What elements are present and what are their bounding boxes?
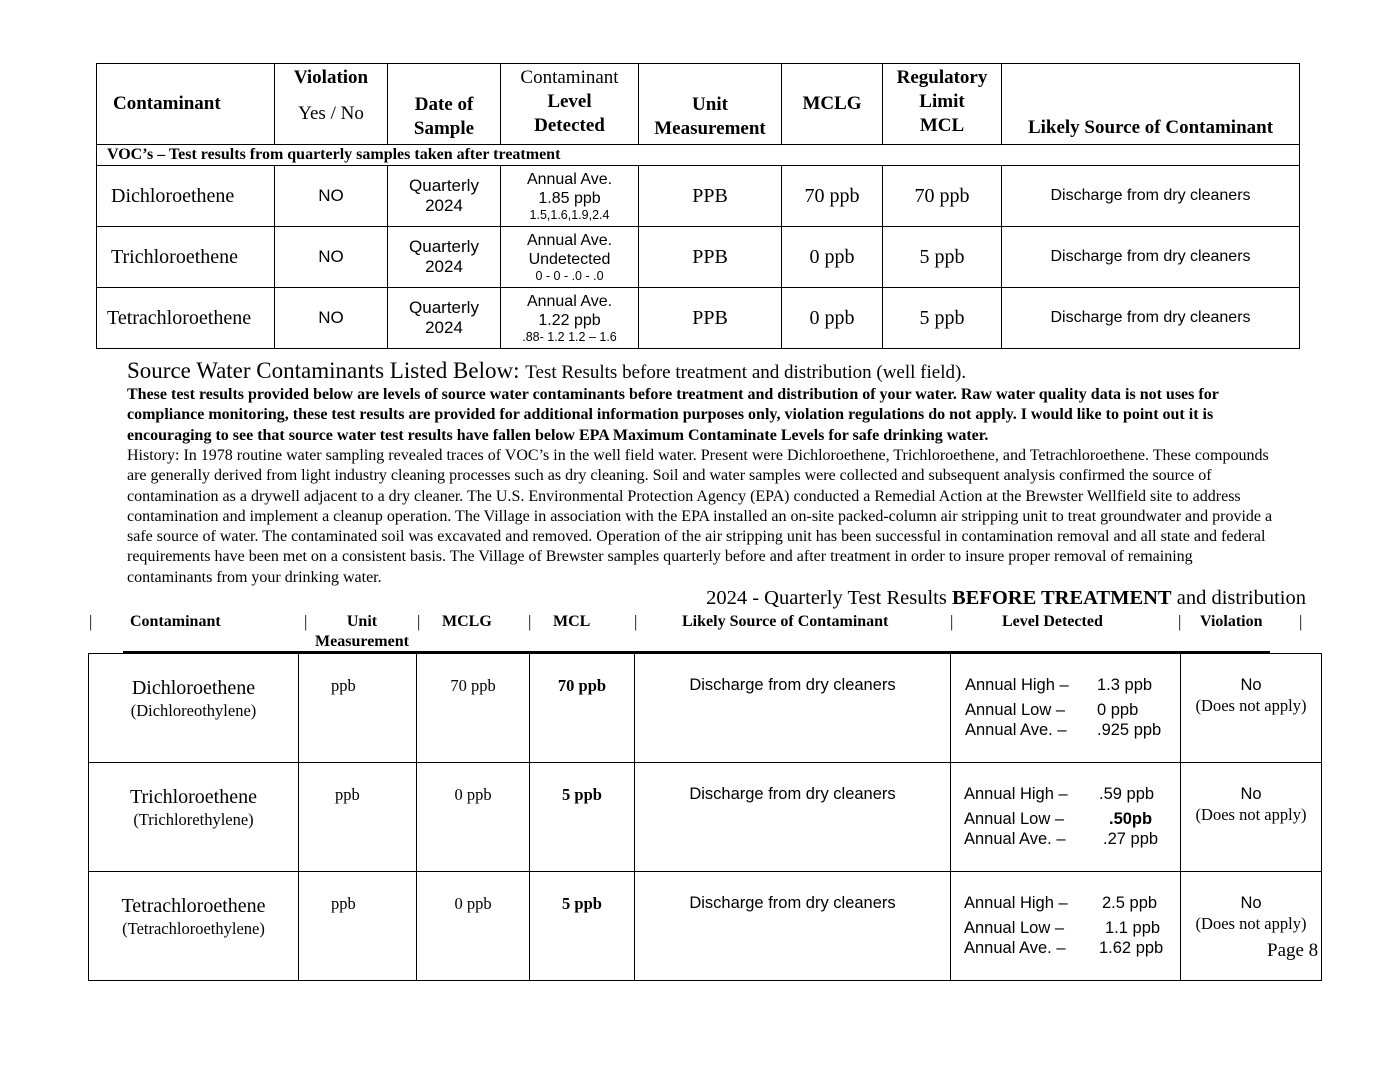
before-treatment-caption: 2024 - Quarterly Test Results BEFORE TREATMENT and distribution [706,587,1306,609]
source-value: Discharge from dry cleaners [1002,288,1300,349]
mcl-value: 70 ppb [883,166,1002,227]
source-value: Discharge from dry cleaners [635,654,951,763]
source-water-heading [127,358,966,384]
table-row [97,166,1300,227]
source-water-notice: These test results provided below are levels of source water contaminants before treatment and distribution of your water. Raw water quality data is not uses for compliance monitoring, these test results are provided for additional information purposes only, violation regulations do not apply. I would like to point out it is encouraging to see that source water test results have fallen below EPA Maximum Contaminate Levels for safe drinking water. [127,386,1219,444]
mclg-value: 0 ppb [782,288,883,349]
sample-date: Quarterly 2024 [388,227,501,288]
history-paragraph: History: In 1978 routine water sampling revealed traces of VOC’s in the well field water. Present were Dichloroethene, Trichloroethene, and Tetrachloroethene. These compounds are generally derived from light industry cleaning processes such as dry cleaning. Soil and water samples were collected and subsequent analysis confirmed the source of contamination as a drywell adjacent to a dry cleaner. The U.S. Environmental Protection Agency (EPA) conducted a Remedial Action at the Brewster Wellfield site to address contamination and implement a cleanup operation. The Village in association with the EPA installed an on-site packed-column air stripping unit to treat groundwater and provide a safe source of water. The contaminated soil was excavated and removed. Operation of the air stripping unit has been successful in contamination removal and all state and federal requirements have been met on a consistent basis. The Village of Brewster samples quarterly before and after treatment in order to insure proper removal of remaining contaminants from your drinking water. [127,447,1273,586]
unit-value: PPB [639,288,782,349]
column-separator: | [1299,612,1303,631]
contaminant-name: Trichloroethene (Trichlorethylene) [89,763,299,872]
mclg-value: 0 ppb [417,763,530,872]
column-separator: | [528,612,532,631]
mcl-value: 70 ppb [530,654,635,763]
violation-value: NO [275,288,388,349]
source-value: Discharge from dry cleaners [635,763,951,872]
mcl-value: 5 ppb [883,227,1002,288]
source-water-heading-main: Source Water Contaminants Listed Below: [127,358,520,383]
header-unit: Unit Measurement [639,64,782,145]
sample-date: Quarterly 2024 [388,166,501,227]
header-mcl: Regulatory Limit MCL [883,64,1002,145]
header-mclg: MCLG [782,64,883,145]
column-separator: | [1178,612,1182,631]
table-row [97,227,1300,288]
source-value: Discharge from dry cleaners [1002,166,1300,227]
column-separator: | [304,612,308,631]
page-number: Page 8 [1267,940,1319,961]
level-detected: Annual High – .59 ppb Annual Low – .50pb Annual Ave. – .27 ppb [951,763,1181,872]
header-violation: Violation Yes / No [275,64,388,145]
header-date: Date of Sample [388,64,501,145]
unit-value: ppb [299,654,417,763]
after-treatment-voc-table [96,63,1300,349]
contaminant-name: Tetrachloroethene [97,288,275,349]
table-row [89,654,1322,763]
unit-value: PPB [639,227,782,288]
unit-value: ppb [299,763,417,872]
table-row [89,763,1322,872]
mcl-value: 5 ppb [530,872,635,981]
violation-value: NO [275,227,388,288]
header-source: Likely Source of Contaminant [1002,64,1300,145]
header-unit: Unit Measurement [315,613,409,650]
violation-value: No (Does not apply) [1181,763,1322,872]
header-contaminant: Contaminant [130,613,221,630]
level-detected: Annual Ave. Undetected 0 - 0 - .0 - .0 [501,227,639,288]
section-label: VOC’s – Test results from quarterly samples taken after treatment [97,145,1300,166]
table-row [89,872,1322,981]
table-row [97,288,1300,349]
header-violation: Violation [1200,613,1263,630]
column-separator: | [950,612,954,631]
violation-value: No (Does not apply) [1181,654,1322,763]
mclg-value: 0 ppb [417,872,530,981]
mcl-value: 5 ppb [530,763,635,872]
violation-value: No (Does not apply) [1181,872,1322,981]
mclg-value: 70 ppb [782,166,883,227]
header-mcl: MCL [553,613,591,630]
level-detected: Annual Ave. 1.85 ppb 1.5,1.6,1.9,2.4 [501,166,639,227]
violation-value: NO [275,166,388,227]
table-header-row [97,64,1300,145]
source-value: Discharge from dry cleaners [635,872,951,981]
level-detected: Annual High – 2.5 ppb Annual Low – 1.1 ppb Annual Ave. – 1.62 ppb [951,872,1181,981]
contaminant-name: Trichloroethene [97,227,275,288]
section-label-row [97,145,1300,166]
contaminant-name: Dichloroethene (Dichloreothylene) [89,654,299,763]
source-water-heading-sub: Test Results before treatment and distribution (well field). [525,362,967,383]
sample-date: Quarterly 2024 [388,288,501,349]
header-level-detected: Contaminant Level Detected [501,64,639,145]
header-mclg: MCLG [442,613,492,630]
source-value: Discharge from dry cleaners [1002,227,1300,288]
level-detected: Annual High – 1.3 ppb Annual Low – 0 ppb Annual Ave. – .925 ppb [951,654,1181,763]
mclg-value: 0 ppb [782,227,883,288]
before-treatment-table-header [88,612,1313,654]
column-separator: | [89,612,93,631]
column-separator: | [634,612,638,631]
before-treatment-table [88,653,1322,981]
level-detected: Annual Ave. 1.22 ppb .88- 1.2 1.2 – 1.6 [501,288,639,349]
mclg-value: 70 ppb [417,654,530,763]
header-contaminant: Contaminant [97,64,275,145]
header-level-detected: Level Detected [1002,613,1103,630]
column-separator: | [417,612,421,631]
unit-value: PPB [639,166,782,227]
contaminant-name: Dichloroethene [97,166,275,227]
mcl-value: 5 ppb [883,288,1002,349]
unit-value: ppb [299,872,417,981]
header-source: Likely Source of Contaminant [682,613,889,630]
contaminant-name: Tetrachloroethene (Tetrachloroethylene) [89,872,299,981]
